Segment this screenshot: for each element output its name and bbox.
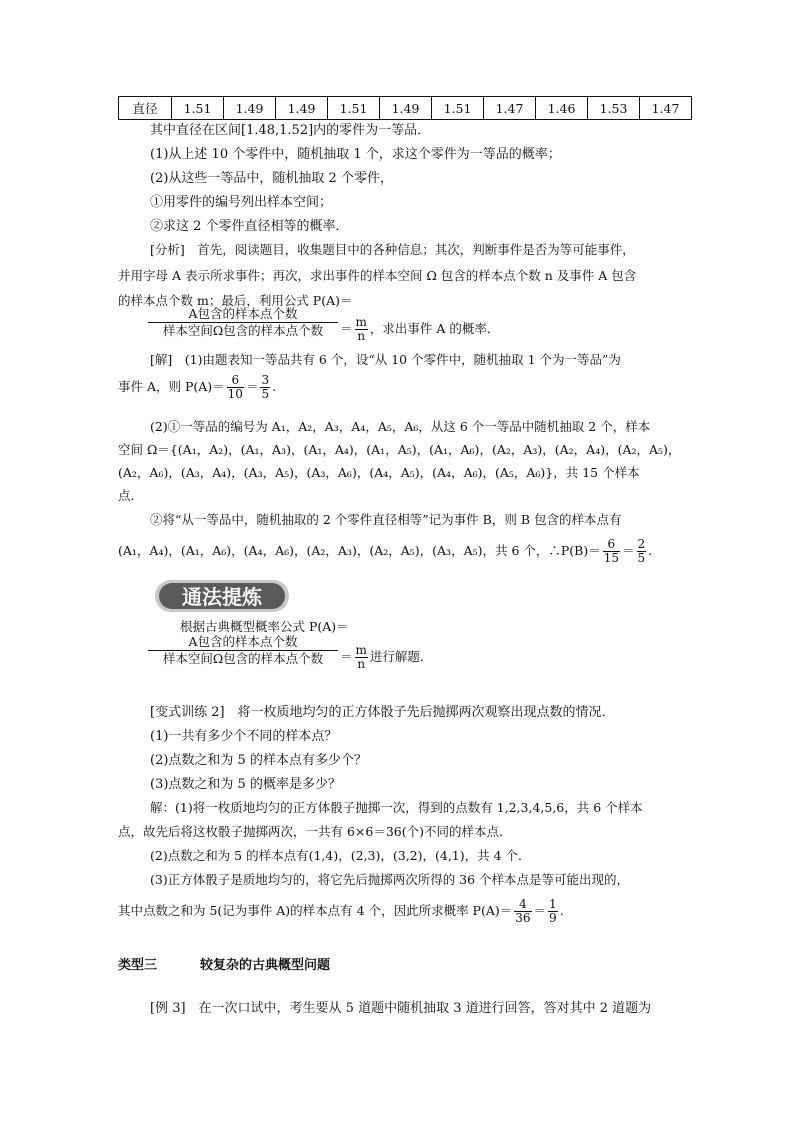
fraction-numerator: 2 <box>637 537 646 551</box>
solution-line-4: 空间 Ω＝{(A₁，A₂)，(A₁，A₃)，(A₁，A₄)，(A₁，A₅)，(A₁，A₆)，(A₂，A₃)，(A₂，A₄)，(A₂，A₅)， <box>118 442 681 457</box>
solution-line-7: ②将“从一等品中，随机抽取的 2 个零件直径相等”记为事件 B，则 B 包含的样本点有 <box>150 512 622 527</box>
problem-line-3: (2)从这些一等品中，随机抽取 2 个零件， <box>150 171 393 186</box>
equals-sign: ＝ <box>245 379 259 394</box>
method-formula-fraction <box>148 634 338 667</box>
solution-line-1: [解] (1)由题表知一等品共有 6 个，设“从 10 个零件中，随机抽取 1 个为一等品”为 <box>150 352 621 367</box>
diameter-table <box>118 96 692 120</box>
table-cell: 1.49 <box>380 97 432 120</box>
badge-shape <box>154 578 290 614</box>
fraction-denominator: 9 <box>549 911 557 925</box>
analysis-formula-fraction <box>148 306 338 339</box>
variant-line-4: (3)点数之和为 5 的概率是多少？ <box>150 777 341 792</box>
variant-solution-3: (2)点数之和为 5 的样本点有(1,4)，(2,3)，(3,2)，(4,1)，共 4 个． <box>150 848 531 863</box>
fraction-denominator: 36 <box>515 911 531 925</box>
analysis-tail-text: ，求出事件 A 的概率． <box>369 321 500 336</box>
fraction-numerator: m <box>355 643 367 657</box>
method-equals <box>340 644 432 671</box>
variant-line-3: (2)点数之和为 5 的样本点有多少个？ <box>150 753 367 768</box>
fraction-numerator: 6 <box>227 374 244 388</box>
solution-line-5: (A₂，A₆)，(A₃，A₄)，(A₃，A₅)，(A₃，A₆)，(A₄，A₅)，(A₄，A₆)，(A₅，A₆)}，共 15 个样本 <box>118 465 640 480</box>
fraction-denominator: 样本空间Ω包含的样本点个数 <box>162 323 324 338</box>
equals-sign: ＝ <box>340 321 353 336</box>
solution-line-6: 点． <box>118 488 144 503</box>
fraction-numerator: A包含的样本点个数 <box>148 634 338 651</box>
fraction-6-10 <box>227 374 244 401</box>
fraction-4-36 <box>514 898 531 925</box>
solution-line-8 <box>118 538 652 565</box>
table-cell: 1.51 <box>328 97 380 120</box>
m-over-n-fraction <box>355 644 368 671</box>
badge-label: 通法提炼 <box>182 585 262 609</box>
period: . <box>272 379 277 394</box>
table-cell: 1.47 <box>484 97 536 120</box>
m-over-n-fraction <box>355 316 368 343</box>
fraction-numerator: A包含的样本点个数 <box>148 306 338 323</box>
fraction-numerator: 3 <box>261 373 270 387</box>
method-line-1: 根据古典概型概率公式 P(A)＝ <box>180 619 349 634</box>
method-summary-badge <box>154 578 290 614</box>
table-cell: 1.46 <box>536 97 588 120</box>
table-cell: 1.53 <box>588 97 640 120</box>
fraction-3-5 <box>260 374 270 401</box>
problem-line-1: 其中直径在区间[1.48,1.52]内的零件为一等品． <box>150 123 431 138</box>
fraction-1-9 <box>548 898 558 925</box>
fraction-denominator: 10 <box>227 387 243 401</box>
solution-line-3: (2)①一等品的编号为 A₁，A₂，A₃，A₄，A₅，A₆，从这 6 个一等品中随机抽取 2 个，样本 <box>150 419 651 434</box>
analysis-equals <box>340 316 499 343</box>
table-row <box>119 97 692 120</box>
fraction-numerator: 4 <box>514 898 531 912</box>
section-type-label: 类型三 <box>118 958 158 973</box>
equals-sign: ＝ <box>533 903 547 918</box>
solution-text: 其中点数之和为 5(记为事件 A)的样本点有 4 个，因此所求概率 P(A)＝ <box>118 903 513 918</box>
section-title: 较复杂的古典概型问题 <box>200 958 331 973</box>
fraction-numerator: m <box>355 315 367 329</box>
period: . <box>648 543 653 558</box>
solution-line-2 <box>118 374 276 401</box>
analysis-line-2: 并用字母 A 表示所求事件；再次，求出事件的样本空间 Ω 包含的样本点个数 n 及事件 A 包含 <box>118 268 637 283</box>
problem-line-2: (1)从上述 10 个零件中，随机抽取 1 个，求这个零件为一等品的概率； <box>150 147 561 162</box>
fraction-2-5 <box>637 538 647 565</box>
fraction-denominator: n <box>357 329 366 343</box>
analysis-line-3: 的样本点个数 m；最后，利用公式 P(A)＝ <box>118 293 353 308</box>
fraction-numerator: 6 <box>603 538 620 552</box>
variant-solution-1: 解：(1)将一枚质地均匀的正方体骰子抛掷一次，得到的点数有 1,2,3,4,5,6，共 6 个样本 <box>150 800 643 815</box>
fraction-denominator: n <box>357 657 366 671</box>
fraction-numerator: 1 <box>549 897 557 911</box>
equals-sign: ＝ <box>340 649 353 664</box>
problem-line-5: ②求这 2 个零件直径相等的概率． <box>150 219 349 234</box>
variant-line-1: [变式训练 2] 将一枚质地均匀的正方体骰子先后抛掷两次观察出现点数的情况． <box>150 705 615 720</box>
variant-solution-5 <box>118 898 564 925</box>
equals-sign: ＝ <box>622 543 635 558</box>
solution-text: 事件 A，则 P(A)＝ <box>118 379 225 394</box>
problem-line-4: ①用零件的编号列出样本空间； <box>150 195 333 210</box>
table-header-cell: 直径 <box>119 97 172 120</box>
fraction-denominator: 15 <box>603 551 620 565</box>
fraction-denominator: 5 <box>261 387 270 401</box>
variant-line-2: (1)一共有多少个不同的样本点？ <box>150 729 338 744</box>
variant-solution-2: 点，故先后将这枚骰子抛掷两次，一共有 6×6＝36(个)不同的样本点． <box>118 824 512 839</box>
method-tail-text: 进行解题． <box>369 649 433 664</box>
analysis-line-1: [分析] 首先，阅读题目，收集题目中的各种信息；其次，判断事件是否为等可能事件， <box>150 242 635 257</box>
period: . <box>559 903 564 918</box>
fraction-denominator: 5 <box>637 551 646 565</box>
variant-solution-4: (3)正方体骰子是质地均匀的，将它先后抛掷两次所得的 36 个样本点是等可能出现的， <box>150 872 630 887</box>
fraction-6-15 <box>603 538 620 565</box>
table-cell: 1.51 <box>432 97 484 120</box>
example-line-1: [例 3] 在一次口试中，考生要从 5 道题中随机抽取 3 道进行回答，答对其中 2 道题为 <box>150 1001 652 1016</box>
fraction-denominator: 样本空间Ω包含的样本点个数 <box>162 651 324 666</box>
table-cell: 1.49 <box>276 97 328 120</box>
table-cell: 1.51 <box>172 97 224 120</box>
table-cell: 1.47 <box>640 97 692 120</box>
solution-text: (A₁，A₄)，(A₁，A₆)，(A₄，A₆)，(A₂，A₃)，(A₂，A₅)，(A₃，A₅)，共 6 个，∴P(B)＝ <box>118 543 601 558</box>
table-cell: 1.49 <box>224 97 276 120</box>
